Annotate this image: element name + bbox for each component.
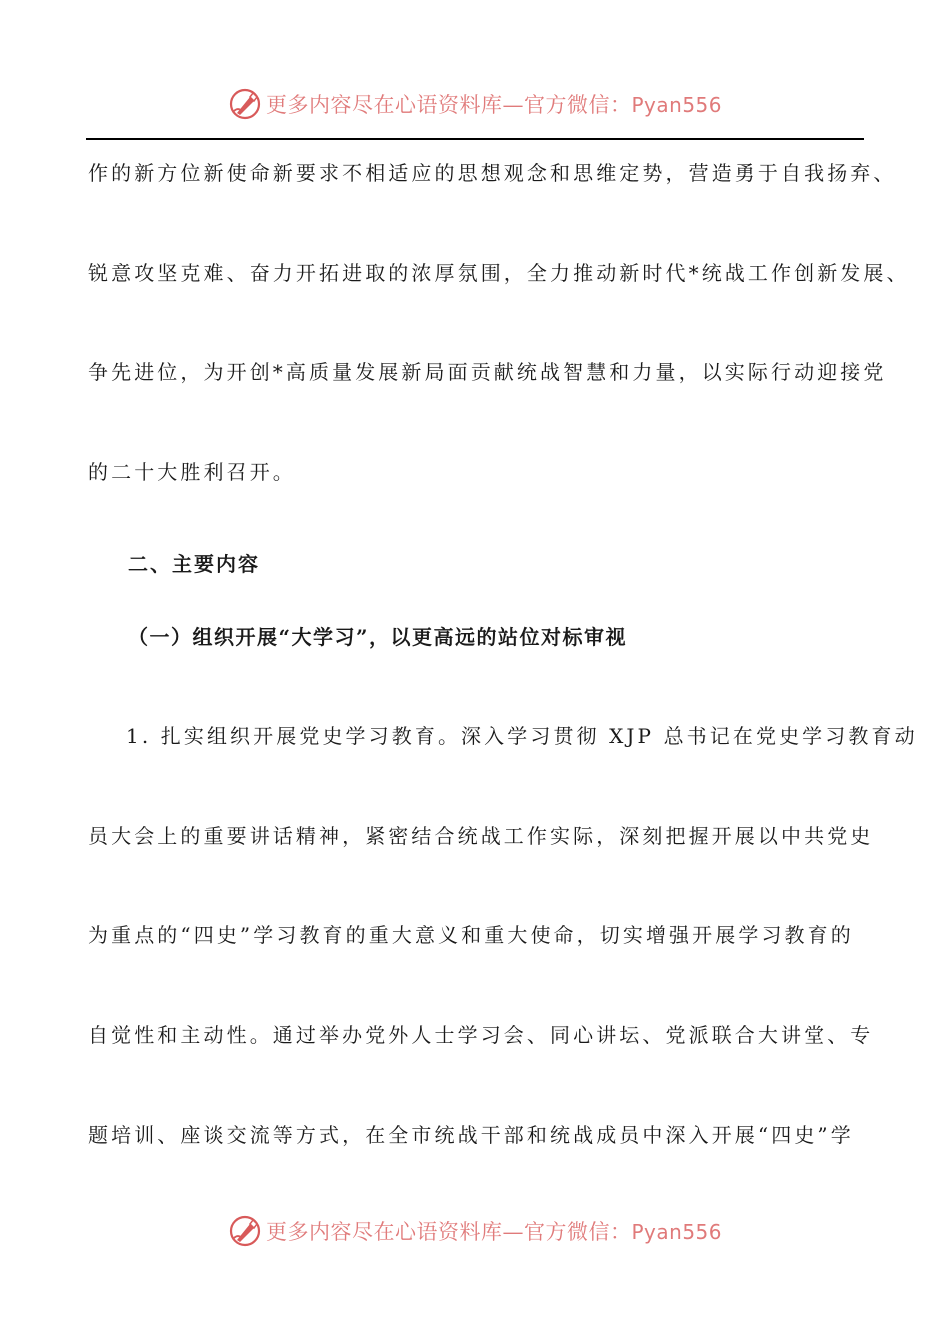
banner-wechat-id: Pyan556 [631,1220,722,1244]
paragraph-line: 自觉性和主动性。通过举办党外人士学习会、同心讲坛、党派联合大讲堂、专 [88,1023,874,1048]
banner-title: 更多内容尽在心语资料库—官方微信： [265,1220,632,1244]
pen-nib-logo-icon [228,87,262,121]
paragraph-line: 1. 扎实组织开展党史学习教育。深入学习贯彻 XJP 总书记在党史学习教育动 [126,724,918,749]
header-divider [86,138,864,140]
text-line: 作的新方位新使命新要求不相适应的思想观念和思维定势，营造勇于自我扬弃、 [88,161,897,185]
paragraph-line: 员大会上的重要讲话精神，紧密结合统战工作实际，深刻把握开展以中共党史 [88,823,874,848]
text-line: 的二十大胜利召开。 [88,460,296,485]
section-heading: 二、主要内容 [128,552,260,577]
banner-title: 更多内容尽在心语资料库—官方微信： [265,93,632,117]
paragraph-line: 为重点的“四史”学习教育的重大意义和重大使命，切实增强开展学习教育的 [88,923,854,948]
pen-nib-logo-icon [228,1214,262,1248]
footer-banner [0,1211,950,1251]
banner-text [266,89,722,119]
banner-wechat-id: Pyan556 [631,93,722,117]
sub-heading: （一）组织开展“大学习”，以更高远的站位对标审视 [128,625,628,650]
paragraph-line: 题培训、座谈交流等方式，在全市统战干部和统战成员中深入开展“四史”学 [88,1122,854,1147]
text-line: 争先进位，为开创*高质量发展新局面贡献统战智慧和力量，以实际行动迎接党 [88,360,887,385]
header-banner [0,84,950,124]
banner-text [266,1216,722,1246]
text-line: 锐意攻坚克难、奋力开拓进取的浓厚氛围，全力推动新时代*统战工作创新发展、 [88,260,910,285]
document-body [88,145,918,1207]
